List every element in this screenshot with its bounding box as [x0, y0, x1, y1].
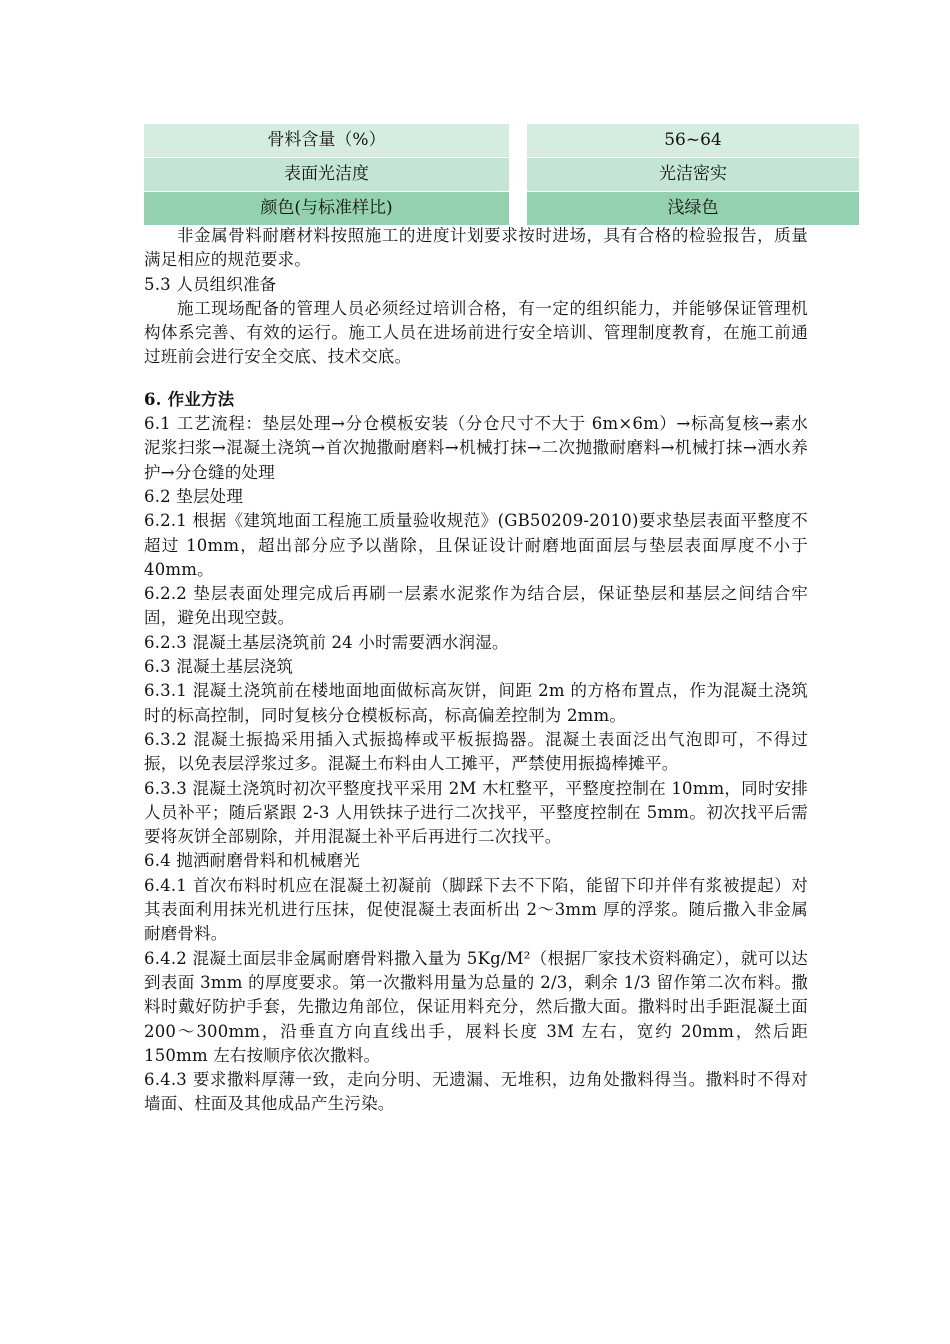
- section-heading-6-4: 6.4 抛洒耐磨骨料和机械磨光: [144, 851, 360, 871]
- section-heading-5-3: 5.3 人员组织准备: [144, 274, 277, 294]
- document-body: [144, 224, 808, 1117]
- table-gap: [509, 158, 527, 191]
- section-heading-6-3: 6.3 混凝土基层浇筑: [144, 657, 294, 677]
- paragraph-personnel: 施工现场配备的管理人员必须经过培训合格，有一定的组织能力，并能够保证管理机构体系完善、有效的运行。施工人员在进场前进行安全培训、管理制度教育，在施工前通过班前会进行安全交底、技术交底。: [144, 298, 808, 367]
- table-row: [144, 158, 859, 191]
- paragraph-6-3-2: 6.3.2 混凝土振捣采用插入式振捣棒或平板振捣器。混凝土表面泛出气泡即可，不得过振，以免表层浮浆过多。混凝土布料由人工摊平，严禁使用振捣棒摊平。: [144, 729, 808, 774]
- table-row: [144, 124, 859, 157]
- table-cell-value: 56~64: [527, 124, 859, 157]
- table-cell-label: 骨料含量（%）: [144, 124, 509, 157]
- paragraph-6-1: 6.1 工艺流程：垫层处理→分仓模板安装（分仓尺寸不大于 6m×6m）→标高复核→素水泥浆扫浆→混凝土浇筑→首次抛撒耐磨料→机械打抹→二次抛撒耐磨料→机械打抹→洒水养护→分仓缝的处理: [144, 414, 808, 482]
- table-cell-value: 光洁密实: [527, 158, 859, 191]
- spec-table: [144, 124, 859, 226]
- table-row: [144, 192, 859, 225]
- paragraph-6-2-3: 6.2.3 混凝土基层浇筑前 24 小时需要洒水润湿。: [144, 632, 509, 652]
- table-cell-label: 表面光洁度: [144, 158, 509, 191]
- paragraph-6-3-1: 6.3.1 混凝土浇筑前在楼地面地面做标高灰饼，间距 2m 的方格布置点，作为混凝土浇筑时的标高控制，同时复核分仓模板标高，标高偏差控制为 2mm。: [144, 681, 808, 725]
- table-gap: [509, 124, 527, 157]
- paragraph-6-2-2: 6.2.2 垫层表面处理完成后再刷一层素水泥浆作为结合层，保证垫层和基层之间结合牢固，避免出现空鼓。: [144, 584, 808, 628]
- table-cell-label: 颜色(与标准样比): [144, 192, 509, 225]
- paragraph-6-3-3: 6.3.3 混凝土浇筑时初次平整度找平采用 2M 木杠整平，平整度控制在 10mm，同时安排人员补平；随后紧跟 2-3 人用铁抹子进行二次找平，平整度控制在 5mm。初次找平后需要将灰饼全部剔除，并用混凝土补平后再进行二次找平。: [144, 778, 808, 847]
- paragraph-6-4-1: 6.4.1 首次布料时机应在混凝土初凝前（脚踩下去不下陷，能留下印并伴有浆被提起）对其表面利用抹光机进行压抹，促使混凝土表面析出 2～3mm 厚的浮浆。随后撒入非金属耐磨骨料。: [144, 875, 808, 944]
- section-heading-6: 6. 作业方法: [144, 389, 235, 409]
- paragraph-6-2-1: 6.2.1 根据《建筑地面工程施工质量验收规范》(GB50209-2010)要求垫层表面平整度不超过 10mm，超出部分应予以凿除，且保证设计耐磨地面面层与垫层表面厚度不小于 40mm。: [144, 511, 808, 579]
- paragraph-material-approval: 非金属骨料耐磨材料按照施工的进度计划要求按时进场，具有合格的检验报告，质量满足相应的规范要求。: [144, 226, 808, 270]
- section-heading-6-2: 6.2 垫层处理: [144, 486, 244, 506]
- table-gap: [509, 192, 527, 225]
- table-cell-value: 浅绿色: [527, 192, 859, 225]
- paragraph-6-4-2: 6.4.2 混凝土面层非金属耐磨骨料撒入量为 5Kg/M²（根据厂家技术资料确定），就可以达到表面 3mm 的厚度要求。第一次撒料用量为总量的 2/3，剩余 1/3 留作第二次布料。撒料时戴好防护手套，先撒边角部位，保证用料充分，然后撒大面。撒料时出手距混凝土面 200～300mm，沿垂直方向直线出手，展料长度 3M 左右，宽约 20mm，然后距 150mm 左右按顺序依次撒料。: [144, 948, 808, 1065]
- paragraph-6-4-3: 6.4.3 要求撒料厚薄一致，走向分明、无遗漏、无堆积，边角处撒料得当。撒料时不得对墙面、柱面及其他成品产生污染。: [144, 1070, 808, 1114]
